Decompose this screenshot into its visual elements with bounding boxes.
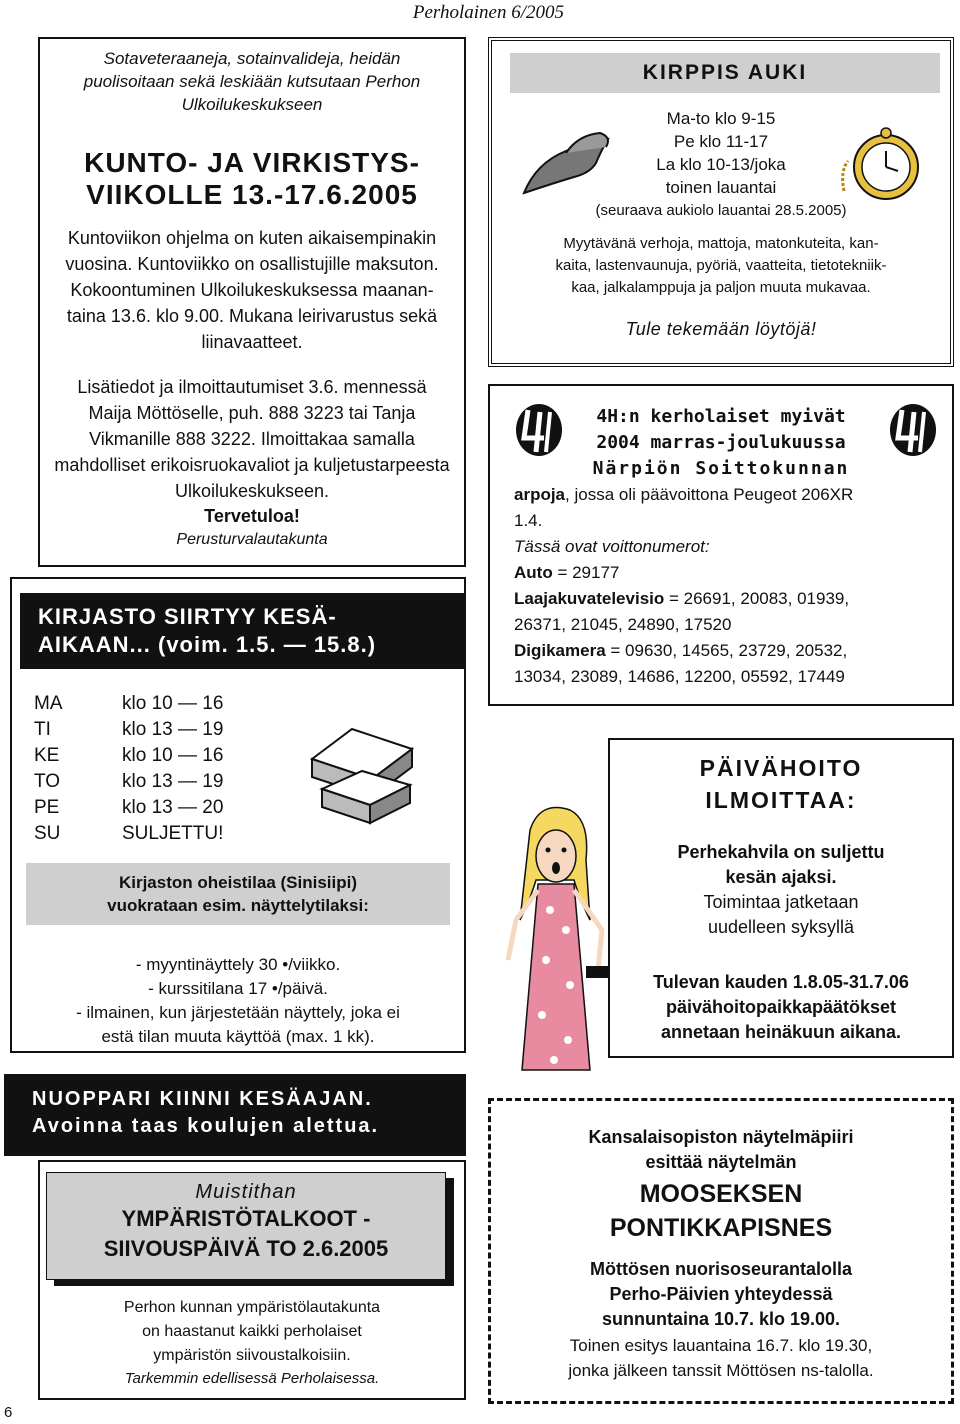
teatteri-box <box>488 1098 954 1404</box>
paivahoito-decisions: Tulevan kauden 1.8.05-31.7.06 päivähoitopaikkapäätökset annetaan heinäkuun aikana. <box>653 972 909 1042</box>
kunto-box: Sotaveteraaneja, sotainvalideja, heidän puolisoitaan sekä leskiään kutsutaan Perhon Ulkoilukeskukseen KUNTO- JA VIRKISTYS- VIIKOLLE 13.-17.6.2005 Kuntoviikon ohjelma on kuten aikaisempinakin vuosina. Kuntoviikko on osallistujille maksuton. Kokoontuminen Ulkoilukeskuksessa maanan- taina 13.6. klo 9.00. Mukana leirivarustus sekä liinavaatteet. Lisätiedot ja ilmoittautumiset 3.6. mennessä Maija Möttöselle, puh. 888 3223 tai Tanja Vikmanille 888 3222. Ilmoittakaa samalla mahdolliset erikoisruokavaliot ja kuljetustarpeesta Ulkoilukeskukseen. Tervetuloa! Perusturvalautakunta <box>38 37 466 567</box>
teatteri-extra: Toinen esitys lauantaina 16.7. klo 19.30, jonka jälkeen tanssit Möttösen ns-talolla. <box>568 1336 874 1380</box>
teatteri-intro: Kansalaisopiston näytelmäpiiri esittää näytelmän <box>588 1127 854 1172</box>
paivahoito-title: PÄIVÄHOITO ILMOITTAA: <box>699 755 863 813</box>
kirjasto-rental-title: Kirjaston oheistilaa (Sinisiipi) vuokrataan esim. näyttelytilaksi: <box>26 863 450 925</box>
ymparisto-footer: Tarkemmin edellisessä Perholaisessa. <box>124 1370 380 1387</box>
paivahoito-box <box>608 738 954 1058</box>
page-number: 6 <box>4 1404 13 1421</box>
schedule-row: SU SULJETTU! <box>34 823 224 844</box>
kunto-body: Kuntoviikon ohjelma on kuten aikaisempinakin vuosina. Kuntoviikko on osallistujille maksuton. Kokoontuminen Ulkoilukeskuksessa maanan- taina 13.6. klo 9.00. Mukana leirivarustus sekä liinavaatteet. <box>65 228 439 352</box>
books-icon <box>302 719 422 829</box>
kirppis-box <box>488 37 954 367</box>
schedule-row: TO klo 13 — 19 <box>34 771 224 792</box>
paivahoito-notice: Toimintaa jatketaan uudelleen syksyllä <box>703 892 859 937</box>
teatteri-title: MOOSEKSEN PONTIKKAPISNES <box>609 1180 833 1242</box>
fourh-headline: 4H:n kerholaiset myivät 2004 marras-joulukuussa Närpiön Soittokunnan <box>592 406 850 479</box>
ymparisto-body: Perhon kunnan ympäristölautakunta on haastanut kaikki perholaiset ympäristön siivoustalkoisiin. <box>123 1299 381 1364</box>
kirjasto-box <box>10 577 466 1053</box>
4h-logo-icon <box>888 402 938 458</box>
ymparisto-title-box: Muistithan YMPÄRISTÖTALKOOT - SIIVOUSPÄIVÄ TO 2.6.2005 <box>46 1172 446 1280</box>
kirjasto-rental-items: - myyntinäyttely 30 •/viikko. - kurssitilana 17 •/päivä. - ilmainen, kun järjestetään näyttely, joka ei estä tilan muuta käyttöä (max. 1 kk). <box>76 955 400 1046</box>
kunto-info: Lisätiedot ja ilmoittautumiset 3.6. mennessä Maija Möttöselle, puh. 888 3223 tai Tanja Vikmanille 888 3222. Ilmoittakaa samalla mahdolliset erikoisruokavaliot ja kuljetustarpeesta Ulkoilukeskukseen. <box>54 377 450 501</box>
paivahoito-notice-bold: Perhekahvila on suljettu kesän ajaksi. <box>677 842 885 887</box>
fourh-numbers-title: Tässä ovat voittonumerot: <box>514 537 710 556</box>
kirjasto-schedule <box>34 691 223 847</box>
schedule-row: KE klo 10 — 16 <box>34 745 224 766</box>
kirppis-title: KIRPPIS AUKI <box>510 53 940 93</box>
girl-illustration-icon <box>490 800 620 1090</box>
kirppis-cta: Tule tekemään löytöjä! <box>625 319 817 339</box>
kirppis-hours: Ma-to klo 9-15 Pe klo 11-17 La klo 10-13/joka toinen lauantai (seuraava aukiolo lauantai 28.5.2005) <box>595 109 847 219</box>
kirjasto-title: KIRJASTO SIIRTYY KESÄ- AIKAAN... (voim. 1.5. — 15.8.) <box>20 593 466 669</box>
kunto-title: KUNTO- JA VIRKISTYS- VIIKOLLE 13.-17.6.2005 <box>84 147 420 210</box>
teatteri-venue: Möttösen nuorisoseurantalolla Perho-Päivien yhteydessä sunnuntaina 10.7. klo 19.00. <box>589 1259 853 1329</box>
fourh-body: arpoja, jossa oli päävoittona Peugeot 206XR 1.4. Tässä ovat voittonumerot: Auto = 29177 Laajakuvatelevisio = 26691, 20083, 01939, 26371, 21045, 24890, 17520 Digikamera = 09630, 14565, 23729, 20532, 13034, 23089, 14686, 12200, 05592, 17449 <box>514 482 942 690</box>
schedule-row: PE klo 13 — 20 <box>34 797 224 818</box>
nuoppari-banner: NUOPPARI KIINNI KESÄAJAN. Avoinna taas koulujen alettua. <box>4 1074 466 1156</box>
ymparisto-box <box>38 1160 466 1400</box>
kirppis-body: Myytävänä verhoja, mattoja, matonkuteita, kan- kaita, lastenvaunuja, pyöriä, vaatteita, tietotekniik- kaa, jalkalamppuja ja paljon muuta mukavaa. <box>555 235 887 296</box>
schedule-row: MA klo 10 — 16 <box>34 693 224 714</box>
kunto-welcome: Tervetuloa! <box>204 506 300 526</box>
fourh-box <box>488 384 954 706</box>
schedule-row: TI klo 13 — 19 <box>34 719 224 740</box>
issue-header: Perholainen 6/2005 <box>412 2 564 23</box>
kunto-signature: Perusturvalautakunta <box>176 531 328 548</box>
